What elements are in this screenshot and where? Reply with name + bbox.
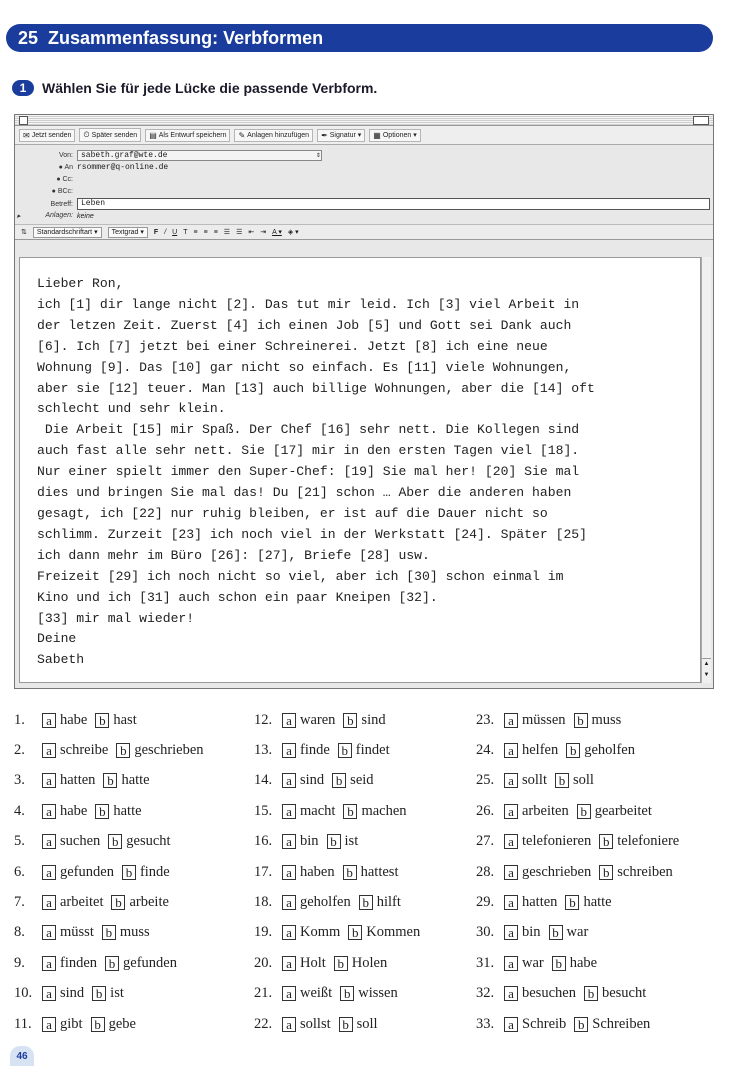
task-instruction: Wählen Sie für jede Lücke die passende Verbform. <box>42 80 378 96</box>
send-now-button[interactable] <box>19 129 75 142</box>
option-number: 32. <box>476 985 495 1002</box>
choice-a-text: besuchen <box>522 985 576 1002</box>
option-number: 29. <box>476 894 495 911</box>
option-number: 25. <box>476 772 495 789</box>
choice-b-checkbox[interactable]: b <box>122 865 136 880</box>
outdent-icon[interactable]: ⇤ <box>248 229 255 236</box>
teletype-button[interactable]: T <box>183 228 188 236</box>
italic-button[interactable]: / <box>164 228 167 236</box>
choice-b-text: hattest <box>360 863 399 880</box>
option-row <box>476 1009 679 1039</box>
option-row <box>476 887 679 917</box>
choice-a-checkbox[interactable]: a <box>282 895 296 910</box>
option-number: 5. <box>14 833 25 850</box>
page-number: 46 <box>10 1046 34 1066</box>
indent-icon[interactable]: ⇥ <box>260 229 267 236</box>
choice-a-checkbox[interactable]: a <box>42 773 56 788</box>
choice-b-checkbox[interactable]: b <box>102 925 116 940</box>
choice-a-text: suchen <box>60 833 101 850</box>
choice-b-text: hast <box>113 711 137 728</box>
bcc-label <box>15 188 77 195</box>
email-body-line: ich [1] dir lange nicht [2]. Das tut mir leid. Ich [3] viel Arbeit in <box>37 296 580 312</box>
option-number: 17. <box>254 863 273 880</box>
choice-b-text: machen <box>361 802 407 819</box>
choice-a-text: arbeitet <box>60 894 104 911</box>
choice-a-text: finden <box>60 954 98 971</box>
subject-label: Betreff: <box>50 200 73 208</box>
choice-a-text: sind <box>60 985 85 1002</box>
choice-a-checkbox[interactable]: a <box>504 773 518 788</box>
choice-a-text: war <box>522 954 544 971</box>
choice-b-checkbox[interactable]: b <box>95 804 109 819</box>
cc-label <box>15 176 77 183</box>
bcc-label-text: BCc: <box>57 187 73 195</box>
email-body-line: Freizeit [29] ich noch nicht so viel, aber ich [30] schon einmal im <box>37 568 564 584</box>
email-window <box>14 114 714 689</box>
choice-b-checkbox[interactable]: b <box>574 1017 588 1032</box>
choice-b-checkbox[interactable]: b <box>565 895 579 910</box>
from-value: sabeth.graf@wte.de <box>81 150 168 160</box>
options-icon: ▦ <box>373 130 381 140</box>
option-row <box>254 827 420 857</box>
choice-a-text: Schreib <box>522 1015 567 1032</box>
options-label: Optionen ▾ <box>382 132 417 139</box>
choice-a-text: sind <box>300 772 325 789</box>
choice-b-text: Schreiben <box>592 1015 651 1032</box>
add-attachment-button[interactable] <box>234 129 313 142</box>
option-row <box>476 766 679 796</box>
option-row <box>14 948 204 978</box>
choice-a-text: habe <box>60 711 88 728</box>
options-column-1 <box>14 705 204 1039</box>
align-center-icon[interactable]: ≡ <box>203 228 208 236</box>
email-body-line: Die Arbeit [15] mir Spaß. Der Chef [16] sehr nett. Die Kollegen sind <box>37 422 580 438</box>
choice-b-checkbox[interactable]: b <box>577 804 591 819</box>
option-row <box>14 918 204 948</box>
choice-b-checkbox[interactable]: b <box>103 773 117 788</box>
choice-a-checkbox[interactable]: a <box>42 834 56 849</box>
select-arrows-icon: ⇕ <box>316 150 321 160</box>
choice-b-checkbox[interactable]: b <box>105 956 119 971</box>
bcc-field[interactable] <box>77 187 577 196</box>
email-body-line: dies und bringen Sie mal das! Du [21] schon … Aber die anderen haben <box>37 485 572 501</box>
choice-b-checkbox[interactable]: b <box>555 773 569 788</box>
email-body-line: gesagt, ich [22] nur ruhig bleiben, er ist auf die Dauer nicht so <box>37 505 548 521</box>
attachments-label-text: Anlagen: <box>45 212 73 219</box>
choice-b-text: hilft <box>376 894 401 911</box>
choice-b-text: Kommen <box>366 924 421 941</box>
from-select[interactable] <box>77 150 322 161</box>
option-number: 24. <box>476 742 495 759</box>
choice-b-checkbox[interactable]: b <box>338 743 352 758</box>
choice-b-text: telefoniere <box>617 833 680 850</box>
send-later-button[interactable] <box>79 128 141 142</box>
email-body-line: ich dann mehr im Büro [26]: [27], Briefe [28] usw. <box>37 547 430 563</box>
choice-b-text: ist <box>110 985 124 1002</box>
option-row <box>14 1009 204 1039</box>
choice-a-checkbox[interactable]: a <box>282 986 296 1001</box>
choice-a-text: geschrieben <box>522 863 592 880</box>
choice-a-checkbox[interactable]: a <box>504 986 518 1001</box>
choice-a-checkbox[interactable]: a <box>282 1017 296 1032</box>
choice-b-checkbox[interactable]: b <box>116 743 130 758</box>
choice-a-checkbox[interactable]: a <box>42 956 56 971</box>
choice-a-checkbox[interactable]: a <box>504 895 518 910</box>
choice-a-text: bin <box>300 833 319 850</box>
option-row <box>14 827 204 857</box>
choice-a-checkbox[interactable]: a <box>504 925 518 940</box>
option-number: 1. <box>14 711 25 728</box>
choice-a-checkbox[interactable]: a <box>504 956 518 971</box>
option-number: 8. <box>14 924 25 941</box>
size-select-value: Textgrad <box>111 228 139 236</box>
choice-b-text: seid <box>350 772 374 789</box>
option-number: 18. <box>254 894 273 911</box>
email-body-line: [6]. Ich [7] jetzt bei einer Schreinerei. Jetzt [8] ich eine neue <box>37 338 548 354</box>
cc-recipient-icon: ● <box>56 175 61 183</box>
option-row <box>14 705 204 735</box>
email-body-line: Kino und ich [31] auch schon ein paar Kneipen [32]. <box>37 589 438 605</box>
format-toolbar <box>15 224 713 240</box>
choice-a-checkbox[interactable]: a <box>282 865 296 880</box>
email-body-line: auch fast alle sehr nett. Sie [17] mir in den ersten Tagen viel [18]. <box>37 443 580 459</box>
option-number: 9. <box>14 954 25 971</box>
align-left-icon[interactable]: ≡ <box>193 228 198 236</box>
option-row <box>476 948 679 978</box>
choice-a-checkbox[interactable]: a <box>42 804 56 819</box>
add-attachment-label: Anlagen hinzufügen <box>247 131 310 139</box>
choice-a-text: waren <box>300 711 336 728</box>
option-number: 22. <box>254 1015 273 1032</box>
task-number: 1 <box>12 80 34 96</box>
align-right-icon[interactable]: ≡ <box>213 228 218 236</box>
signature-label: Signatur ▾ <box>329 132 362 139</box>
choice-a-text: helfen <box>522 742 559 759</box>
option-number: 13. <box>254 742 273 759</box>
choice-b-checkbox[interactable]: b <box>343 865 357 880</box>
choice-b-text: sind <box>361 711 386 728</box>
size-select[interactable]: Textgrad ▾ <box>108 227 148 238</box>
option-number: 21. <box>254 985 273 1002</box>
choice-b-checkbox[interactable]: b <box>348 925 362 940</box>
choice-b-checkbox[interactable]: b <box>574 713 588 728</box>
choice-a-text: Komm <box>300 924 341 941</box>
choice-b-checkbox[interactable]: b <box>549 925 563 940</box>
choice-a-text: macht <box>300 802 336 819</box>
choice-a-checkbox[interactable]: a <box>42 895 56 910</box>
option-number: 19. <box>254 924 273 941</box>
choice-b-checkbox[interactable]: b <box>92 986 106 1001</box>
choice-a-checkbox[interactable]: a <box>42 925 56 940</box>
email-body-line: Wohnung [9]. Das [10] gar nicht so einfach. Es [11] viele Wohnungen, <box>37 359 572 375</box>
choice-a-text: hatten <box>60 772 96 789</box>
choice-b-checkbox[interactable]: b <box>327 834 341 849</box>
choice-b-text: findet <box>355 742 390 759</box>
choice-b-checkbox[interactable]: b <box>339 1017 353 1032</box>
choice-b-checkbox[interactable]: b <box>91 1017 105 1032</box>
choice-a-checkbox[interactable]: a <box>282 956 296 971</box>
choice-a-text: hatten <box>522 894 558 911</box>
choice-b-text: geschrieben <box>134 742 204 759</box>
choice-b-text: hatte <box>583 894 612 911</box>
disclosure-triangle-icon[interactable]: ▸ <box>17 213 21 220</box>
option-row <box>14 979 204 1009</box>
choice-a-text: arbeiten <box>522 802 569 819</box>
choice-b-checkbox[interactable]: b <box>95 713 109 728</box>
option-number: 23. <box>476 711 495 728</box>
choice-a-checkbox[interactable]: a <box>42 865 56 880</box>
subject-input[interactable]: Leben <box>77 198 710 210</box>
option-number: 30. <box>476 924 495 941</box>
choice-b-text: hatte <box>113 802 142 819</box>
choice-a-text: Holt <box>300 954 326 971</box>
pen-icon: ✒ <box>321 130 328 140</box>
choice-a-checkbox[interactable]: a <box>282 713 296 728</box>
draft-icon: ▤ <box>149 130 157 140</box>
choice-a-text: sollst <box>300 1015 331 1032</box>
choice-b-checkbox[interactable]: b <box>599 865 613 880</box>
choice-b-text: schreiben <box>617 863 673 880</box>
save-draft-button[interactable] <box>145 129 230 142</box>
choice-b-text: soll <box>572 772 594 789</box>
choice-a-checkbox[interactable]: a <box>42 743 56 758</box>
choice-b-text: soll <box>356 1015 378 1032</box>
font-select[interactable]: Standardschriftart ▾ <box>33 227 102 238</box>
email-body-line: [33] mir mal wieder! <box>37 610 195 626</box>
email-body-line: der letzen Zeit. Zuerst [4] ich einen Job [5] und Gott sei Dank auch <box>37 317 572 333</box>
choice-a-checkbox[interactable]: a <box>504 834 518 849</box>
choice-a-text: finde <box>300 742 330 759</box>
send-later-label: Später senden <box>91 131 138 139</box>
choice-b-text: ist <box>344 833 359 850</box>
choice-b-text: geholfen <box>584 742 635 759</box>
option-row <box>254 796 420 826</box>
choice-b-text: gearbeitet <box>594 802 652 819</box>
option-number: 12. <box>254 711 273 728</box>
option-row <box>14 887 204 917</box>
option-row <box>254 857 420 887</box>
option-row <box>254 766 420 796</box>
window-titlebar[interactable] <box>15 115 713 126</box>
option-number: 11. <box>14 1015 32 1032</box>
choice-a-checkbox[interactable]: a <box>42 713 56 728</box>
choice-a-checkbox[interactable]: a <box>504 804 518 819</box>
option-row <box>476 857 679 887</box>
choice-a-text: schreibe <box>60 742 109 759</box>
clock-icon: ⏲ <box>83 130 90 139</box>
option-row <box>14 735 204 765</box>
email-header-fields <box>15 145 713 240</box>
chapter-number: 25 <box>18 27 39 48</box>
task-heading <box>12 80 377 96</box>
option-number: 6. <box>14 863 25 880</box>
choice-a-checkbox[interactable]: a <box>504 865 518 880</box>
option-number: 4. <box>14 802 25 819</box>
cc-label-text: Cc: <box>62 175 73 183</box>
send-icon: ✉ <box>23 130 30 140</box>
option-number: 28. <box>476 863 495 880</box>
choice-a-text: müsst <box>60 924 94 941</box>
option-row <box>254 887 420 917</box>
email-body-line: schlimm. Zurzeit [23] ich noch viel in der Werkstatt [24]. Später [25] <box>37 526 588 542</box>
option-number: 33. <box>476 1015 495 1032</box>
email-body-line: Lieber Ron, <box>37 276 124 291</box>
attachments-label <box>15 212 77 220</box>
email-body-line: Sabeth <box>37 652 85 668</box>
choice-b-text: muss <box>119 924 150 941</box>
choice-a-checkbox[interactable]: a <box>282 804 296 819</box>
save-draft-label: Als Entwurf speichern <box>158 131 227 139</box>
paperclip-icon: ✎ <box>238 130 246 140</box>
close-box-icon[interactable] <box>19 116 28 125</box>
attachments-value: keine <box>77 212 94 220</box>
email-body-line: schlecht und sehr klein. <box>37 401 226 417</box>
choice-a-text: sollt <box>522 772 547 789</box>
option-number: 16. <box>254 833 273 850</box>
choice-b-text: gebe <box>108 1015 136 1032</box>
choice-b-checkbox[interactable]: b <box>340 986 354 1001</box>
font-select-value: Standardschriftart <box>36 228 93 236</box>
to-label-text: An <box>64 163 73 171</box>
bold-button[interactable]: F <box>153 228 159 236</box>
choice-b-checkbox[interactable]: b <box>566 743 580 758</box>
choice-b-checkbox[interactable]: b <box>359 895 373 910</box>
cc-field[interactable] <box>77 175 577 184</box>
choice-b-checkbox[interactable]: b <box>552 956 566 971</box>
option-row <box>476 827 679 857</box>
choice-a-text: habe <box>60 802 88 819</box>
signature-button[interactable] <box>317 129 365 142</box>
numbered-list-icon[interactable]: ☰ <box>223 229 231 236</box>
chapter-title: Zusammenfassung: Verbformen <box>48 27 324 48</box>
option-number: 2. <box>14 742 25 759</box>
choice-b-text: habe <box>569 954 598 971</box>
choice-a-text: weißt <box>300 985 333 1002</box>
option-row <box>254 948 420 978</box>
choice-b-text: gefunden <box>123 954 177 971</box>
choice-b-checkbox[interactable]: b <box>343 713 357 728</box>
option-number: 10. <box>14 985 33 1002</box>
option-row <box>14 857 204 887</box>
choice-a-text: gefunden <box>60 863 114 880</box>
option-row <box>14 766 204 796</box>
choice-b-text: war <box>566 924 589 941</box>
choice-b-text: muss <box>591 711 622 728</box>
options-button[interactable] <box>369 129 420 142</box>
option-number: 31. <box>476 954 495 971</box>
choice-a-text: gibt <box>60 1015 83 1032</box>
option-row <box>254 918 420 948</box>
choice-a-checkbox[interactable]: a <box>504 743 518 758</box>
text-color-icon[interactable]: A ▾ <box>272 229 282 236</box>
option-number: 20. <box>254 954 273 971</box>
bullet-list-icon[interactable]: ☰ <box>236 229 243 236</box>
option-row <box>254 735 420 765</box>
highlight-color-icon[interactable]: ◈ ▾ <box>287 229 299 236</box>
choice-a-text: bin <box>522 924 541 941</box>
format-toggle-icon[interactable]: ⇅ <box>21 229 27 236</box>
option-row <box>254 705 420 735</box>
choice-b-checkbox[interactable]: b <box>584 986 598 1001</box>
option-row <box>254 1009 420 1039</box>
choice-b-checkbox[interactable]: b <box>599 834 613 849</box>
choice-a-checkbox[interactable]: a <box>282 743 296 758</box>
option-number: 7. <box>14 894 25 911</box>
to-label <box>15 164 77 171</box>
from-label: Von: <box>58 151 73 159</box>
choice-b-text: Holen <box>351 954 388 971</box>
option-number: 15. <box>254 802 273 819</box>
choice-a-checkbox[interactable]: a <box>42 986 56 1001</box>
option-number: 14. <box>254 772 273 789</box>
option-number: 27. <box>476 833 495 850</box>
choice-a-checkbox[interactable]: a <box>504 713 518 728</box>
choice-a-checkbox[interactable]: a <box>282 925 296 940</box>
body-scrollbar[interactable] <box>701 257 711 683</box>
email-body-textarea[interactable] <box>19 257 701 683</box>
to-field[interactable]: rsommer@q-online.de <box>77 162 169 172</box>
option-number: 3. <box>14 772 25 789</box>
email-body-line: Nur einer spielt immer den Super-Chef: [19] Sie mal her! [20] Sie mal <box>37 464 580 480</box>
choice-a-checkbox[interactable]: a <box>282 834 296 849</box>
to-recipient-icon: ● <box>58 163 63 171</box>
choice-a-text: haben <box>300 863 335 880</box>
choice-a-checkbox[interactable]: a <box>42 1017 56 1032</box>
option-row <box>476 918 679 948</box>
choice-a-checkbox[interactable]: a <box>504 1017 518 1032</box>
option-row <box>476 979 679 1009</box>
choice-b-text: gesucht <box>126 833 171 850</box>
scroll-arrows-icon[interactable]: ▲ ▼ <box>702 658 711 681</box>
choice-a-text: müssen <box>522 711 566 728</box>
choice-b-text: besucht <box>601 985 647 1002</box>
choice-b-checkbox[interactable]: b <box>343 804 357 819</box>
choice-b-checkbox[interactable]: b <box>111 895 125 910</box>
choice-b-checkbox[interactable]: b <box>332 773 346 788</box>
choice-a-text: telefonieren <box>522 833 592 850</box>
option-row <box>476 796 679 826</box>
option-row <box>254 979 420 1009</box>
chapter-header <box>6 24 713 52</box>
send-now-label: Jetzt senden <box>31 131 72 139</box>
options-column-2 <box>254 705 420 1039</box>
email-body-line: aber sie [12] teuer. Man [13] auch billige Wohnungen, aber die [14] oft <box>37 380 595 396</box>
choice-a-text: geholfen <box>300 894 351 911</box>
choice-b-text: hatte <box>121 772 150 789</box>
option-number: 26. <box>476 802 495 819</box>
choice-b-text: wissen <box>358 985 398 1002</box>
option-row <box>476 705 679 735</box>
email-body-line: Deine <box>37 631 77 647</box>
choice-a-checkbox[interactable]: a <box>282 773 296 788</box>
option-row <box>476 735 679 765</box>
email-toolbar <box>15 126 713 145</box>
zoom-box-icon[interactable] <box>693 116 709 125</box>
option-row <box>14 796 204 826</box>
choice-b-checkbox[interactable]: b <box>334 956 348 971</box>
bcc-recipient-icon: ● <box>51 187 56 195</box>
choice-b-text: arbeite <box>129 894 169 911</box>
choice-b-text: finde <box>139 863 170 880</box>
options-column-3 <box>476 705 679 1039</box>
underline-button[interactable]: U <box>172 228 178 236</box>
choice-b-checkbox[interactable]: b <box>108 834 122 849</box>
